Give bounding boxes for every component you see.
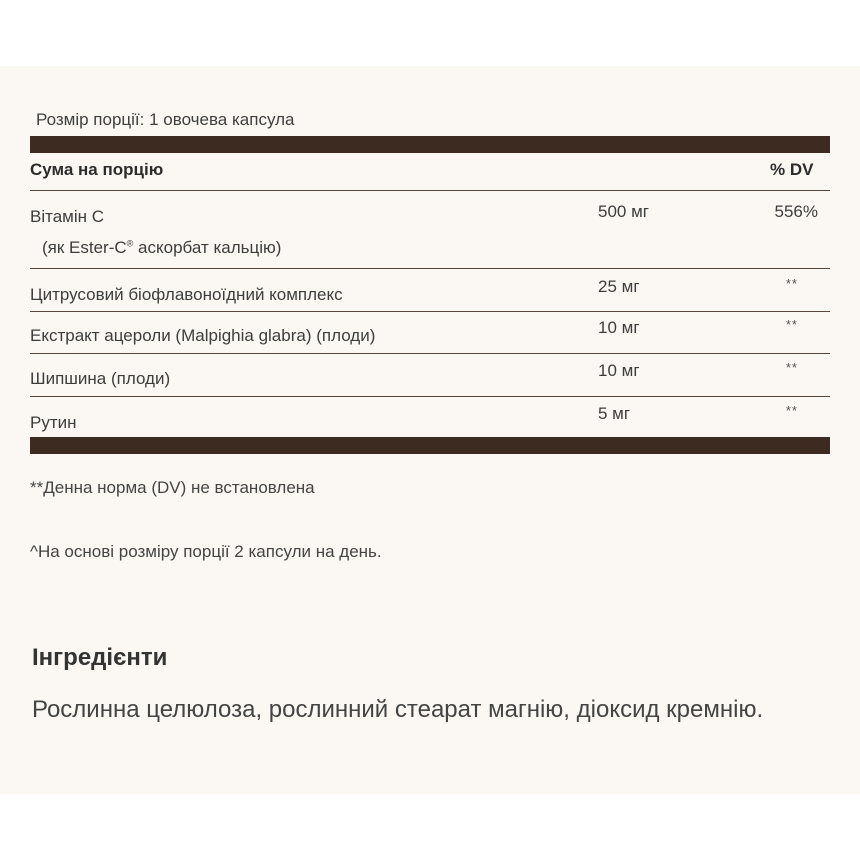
nutrient-name: Екстракт ацероли (Malpighia glabra) (плоди) — [30, 326, 376, 345]
footnote-serving-basis: ^На основі розміру порції 2 капсули на день. — [30, 542, 382, 561]
nutrient-dv: ** — [785, 317, 798, 332]
nutrient-amount: 10 мг — [598, 318, 640, 337]
serving-size: Розмір порції: 1 овочева капсула — [36, 110, 295, 129]
bottom-divider-bar — [30, 437, 830, 454]
row-divider — [30, 268, 830, 269]
dv-header: % DV — [770, 160, 814, 179]
nutrient-subname: (як Ester-C® аскорбат кальцію) — [42, 238, 282, 257]
top-divider-bar — [30, 136, 830, 153]
nutrient-amount: 25 мг — [598, 277, 640, 296]
footnote-dv-not-established: **Денна норма (DV) не встановлена — [30, 478, 315, 497]
row-divider — [30, 353, 830, 354]
nutrient-amount: 500 мг — [598, 202, 649, 221]
nutrient-amount: 10 мг — [598, 361, 640, 380]
nutrient-dv: ** — [785, 276, 798, 291]
nutrient-name: Цитрусовий біофлавоноїдний комплекс — [30, 285, 343, 304]
row-divider — [30, 396, 830, 397]
row-divider — [30, 311, 830, 312]
ingredients-title: Інгредієнти — [32, 644, 168, 671]
amount-per-serving-header: Сума на порцію — [30, 160, 164, 179]
nutrient-dv: ** — [785, 403, 798, 418]
nutrient-dv: 556% — [774, 202, 818, 221]
nutrient-name: Вітамін C — [30, 207, 105, 226]
nutrient-dv: ** — [785, 360, 798, 375]
header-divider — [30, 190, 830, 191]
nutrient-amount: 5 мг — [598, 404, 631, 423]
nutrient-name: Рутин — [30, 413, 77, 432]
nutrient-name: Шипшина (плоди) — [30, 369, 171, 388]
ingredients-text: Рослинна целюлоза, рослинний стеарат магнію, діоксид кремнію. — [32, 696, 764, 723]
